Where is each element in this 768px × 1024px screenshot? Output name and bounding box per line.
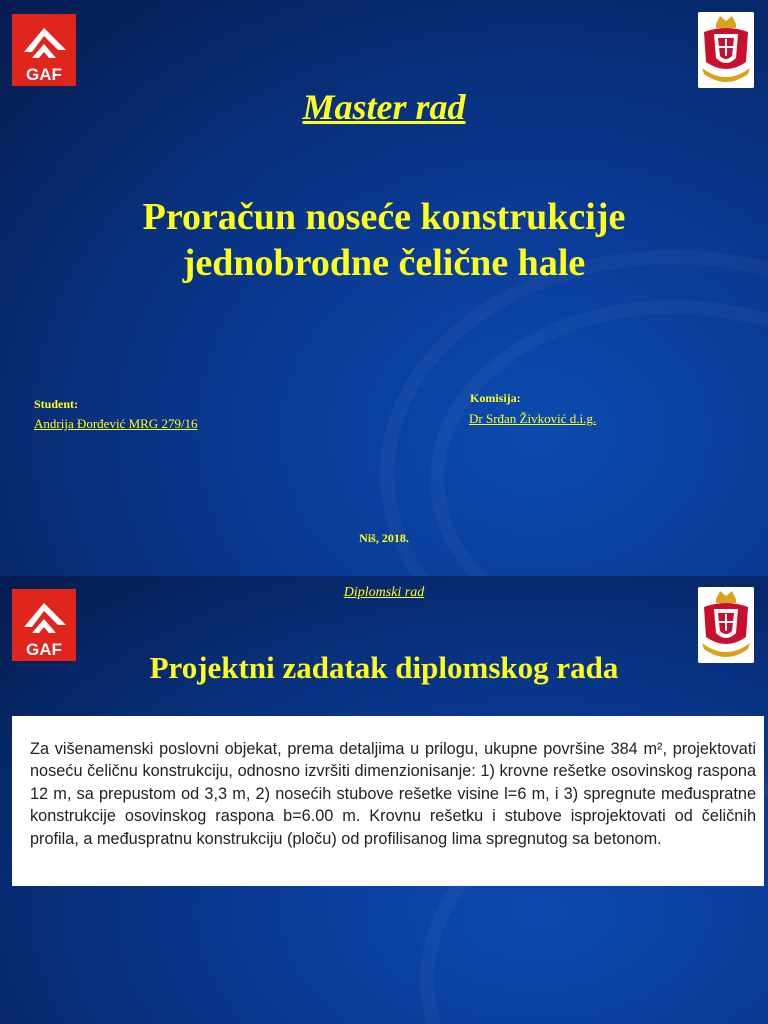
gaf-logo-icon	[12, 14, 76, 86]
student-name-link[interactable]: Andrija Đorđević MRG 279/16	[34, 416, 198, 431]
thesis-title-line-1: Proračun noseće konstrukcije	[142, 196, 626, 238]
task-slide-title: Projektni zadatak diplomskog rada	[149, 650, 619, 685]
task-description-box: Za višenamenski poslovni objekat, prema detaljima u prilogu, ukupne površine 384 m², projektovati noseću čeličnu konstrukciju, odnosno izvršiti dimenzionisanje: 1) krovne rešetke osovinskog raspona 12 m, sa prepustom od 3,3 m, 2) nosećih stubove rešetke visine l=6 m, i 3) spregnute međuspratne konstrukcije osovinskog raspona b=6.00 m. Krovnu rešetku i stubove isprojektovati od čeličnih profila, a međuspratnu konstrukciju (ploču) od profilisanog lima spregnutog sa betonom.	[12, 716, 764, 886]
student-label: Student:	[34, 397, 79, 411]
thesis-title-line-2: jednobrodne čelične hale	[182, 242, 586, 284]
committee-member-link[interactable]: Dr Srđan Živković d.i.g.	[469, 411, 597, 426]
header-link[interactable]: Diplomski rad	[343, 585, 425, 600]
committee-label: Komisija:	[470, 391, 521, 405]
slide-title: Master rad	[302, 87, 466, 127]
place-date: Niš, 2018.	[359, 531, 409, 545]
gaf-logo-text: GAF	[26, 640, 62, 659]
gaf-logo-text: GAF	[26, 65, 62, 84]
task-slide	[0, 576, 768, 1024]
serbian-coat-of-arms-icon	[698, 12, 754, 88]
